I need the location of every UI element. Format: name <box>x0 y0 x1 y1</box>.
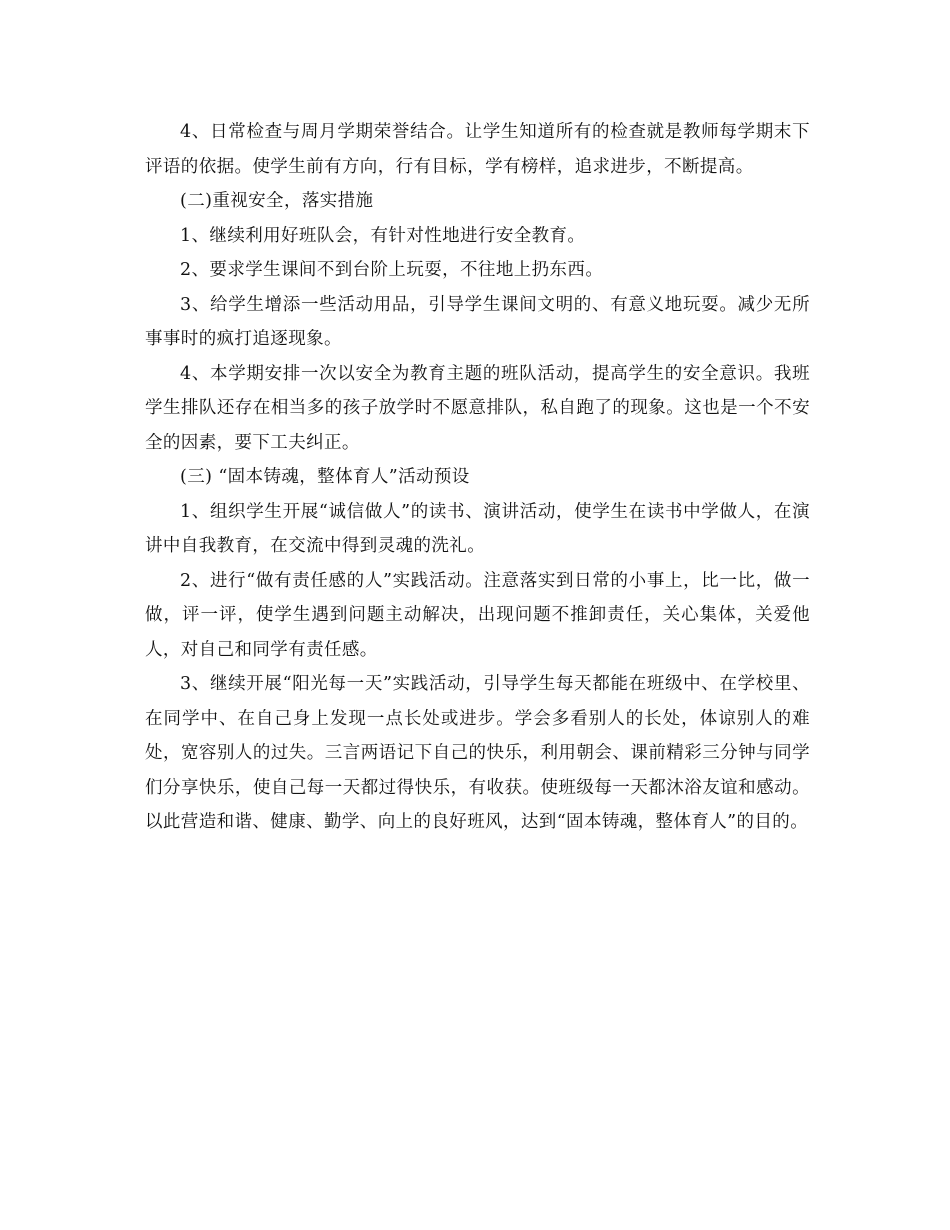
paragraph-activity-supplies: 3、给学生增添一些活动用品，引导学生课间文明的、有意义地玩耍。减少无所事事时的疯打追逐现象。 <box>145 294 810 349</box>
paragraph-recess-rules: 2、要求学生课间不到台阶上玩耍，不往地上扔东西。 <box>180 260 604 280</box>
paragraph-class-meeting: 1、继续利用好班队会，有针对性地进行安全教育。 <box>180 225 586 246</box>
document-body <box>145 115 810 840</box>
paragraph-safety-activity: 4、本学期安排一次以安全为教育主题的班队活动，提高学生的安全意识。我班学生排队还存在相当多的孩子放学时不愿意排队，私自跑了的现象。这也是一个不安全的因素，要下工夫纠正。 <box>145 363 810 453</box>
section-heading-activity-plan: (三) “固本铸魂，整体育人”活动预设 <box>180 467 470 487</box>
paragraph-responsibility-practice: 2、进行“做有责任感的人”实践活动。注意落实到日常的小事上，比一比，做一做，评一评，使学生遇到问题主动解决，出现问题不推卸责任，关心集体，关爱他人，对自己和同学有责任感。 <box>145 570 810 660</box>
paragraph-honor-combination: 4、日常检查与周月学期荣誉结合。让学生知道所有的检查就是教师每学期末下评语的依据。使学生前有方向，行有目标，学有榜样，追求进步，不断提高。 <box>145 122 810 177</box>
paragraph-sunshine-every-day: 3、继续开展“阳光每一天”实践活动，引导学生每天都能在班级中、在学校里、在同学中、在自己身上发现一点长处或进步。学会多看别人的长处，体谅别人的难处，宽容别人的过失。三言两语记下自己的快乐，利用朝会、课前精彩三分钟与同学们分享快乐，使自己每一天都过得快乐，有收获。使班级每一天都沐浴友谊和感动。以此营造和谐、健康、勤学、向上的良好班风，达到“固本铸魂，整体育人”的目的。 <box>145 674 810 832</box>
paragraph-integrity-reading: 1、组织学生开展“诚信做人”的读书、演讲活动，使学生在读书中学做人，在演讲中自我教育，在交流中得到灵魂的洗礼。 <box>145 501 810 556</box>
section-heading-safety: (二)重视安全，落实措施 <box>180 191 374 211</box>
